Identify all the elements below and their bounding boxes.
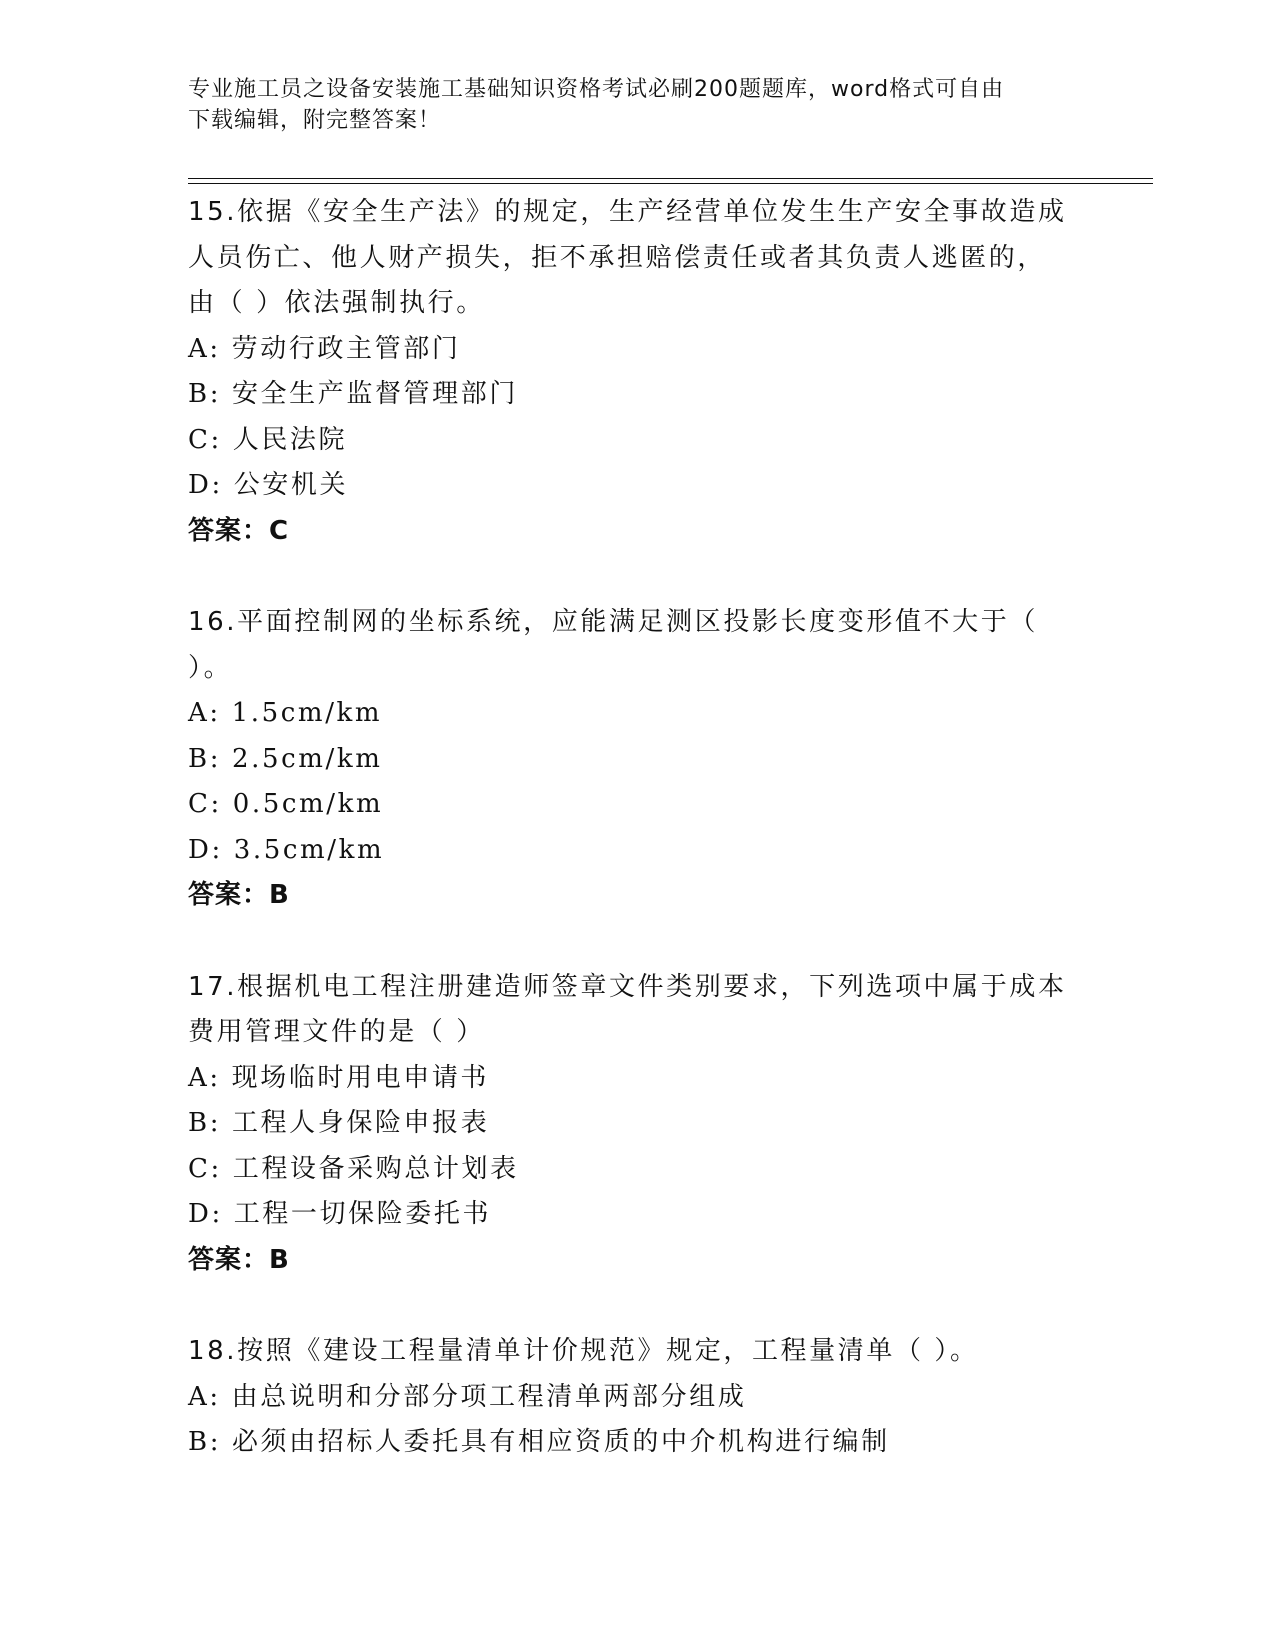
option-text: 2.5cm/km xyxy=(231,743,383,774)
option-letter: C: xyxy=(188,1153,222,1184)
answer-line: 答案：C xyxy=(188,515,290,546)
question-18 xyxy=(188,1329,1088,1466)
header-divider-bottom xyxy=(188,183,1153,184)
option-letter: C: xyxy=(188,789,222,819)
option-d xyxy=(188,463,1088,509)
option-text: 工程设备采购总计划表 xyxy=(232,1153,519,1184)
option-text: 工程人身保险申报表 xyxy=(231,1108,490,1138)
option-text: 0.5cm/km xyxy=(232,789,384,819)
option-letter: B: xyxy=(188,1108,222,1138)
option-text: 劳动行政主管部门 xyxy=(231,333,461,364)
option-b xyxy=(188,372,1088,418)
question-text-line: 15.依据《安全生产法》的规定，生产经营单位发生生产安全事故造成 xyxy=(188,197,1067,227)
option-b xyxy=(188,1101,1088,1147)
option-letter: C: xyxy=(188,424,222,455)
option-letter: A: xyxy=(188,1381,221,1412)
option-text: 工程一切保险委托书 xyxy=(233,1199,492,1229)
question-17 xyxy=(188,965,1088,1284)
option-a xyxy=(188,691,1088,737)
option-text: 公安机关 xyxy=(233,470,349,500)
option-text: 由总说明和分部分项工程清单两部分组成 xyxy=(231,1381,747,1412)
option-text: 3.5cm/km xyxy=(233,834,385,865)
question-text-line: 18.按照《建设工程量清单计价规范》规定，工程量清单（ ）。 xyxy=(188,1336,979,1366)
option-letter: D: xyxy=(188,1199,223,1229)
option-letter: D: xyxy=(188,834,223,865)
header-line: 专业施工员之设备安装施工基础知识资格考试必刷200题题库，word格式可自由 xyxy=(188,77,1005,102)
question-15 xyxy=(188,190,1088,554)
answer-line: 答案：B xyxy=(188,880,290,910)
option-a xyxy=(188,1375,1088,1421)
header-divider-top xyxy=(188,178,1153,179)
option-text: 必须由招标人委托具有相应资质的中介机构进行编制 xyxy=(231,1427,890,1457)
option-c xyxy=(188,418,1088,464)
header-line: 下载编辑，附完整答案！ xyxy=(188,108,442,133)
option-letter: D: xyxy=(188,470,223,500)
question-text-line: 17.根据机电工程注册建造师签章文件类别要求，下列选项中属于成本 xyxy=(188,971,1067,1002)
option-text: 安全生产监督管理部门 xyxy=(231,379,518,409)
option-letter: B: xyxy=(188,743,222,774)
option-text: 1.5cm/km xyxy=(231,698,383,728)
option-letter: A: xyxy=(188,333,221,364)
answer-line: 答案：B xyxy=(188,1244,290,1275)
option-d xyxy=(188,828,1088,874)
question-16 xyxy=(188,600,1088,919)
document-header xyxy=(188,74,1068,136)
question-text-line: ）。 xyxy=(188,652,233,683)
option-b xyxy=(188,1420,1088,1466)
question-text-line: 16.平面控制网的坐标系统，应能满足测区投影长度变形值不大于（ xyxy=(188,607,1038,637)
option-text: 现场临时用电申请书 xyxy=(231,1062,490,1093)
option-c xyxy=(188,782,1088,828)
option-a xyxy=(188,1056,1088,1102)
option-c xyxy=(188,1147,1088,1193)
option-letter: A: xyxy=(188,1062,221,1093)
option-letter: B: xyxy=(188,1427,222,1457)
option-letter: A: xyxy=(188,698,221,728)
option-b xyxy=(188,737,1088,783)
question-text-line: 由（ ）依法强制执行。 xyxy=(188,288,485,318)
option-text: 人民法院 xyxy=(232,424,348,455)
option-a xyxy=(188,327,1088,373)
question-text-line: 人员伤亡、他人财产损失，拒不承担赔偿责任或者其负责人逃匿的， xyxy=(188,242,1047,273)
option-d xyxy=(188,1192,1088,1238)
option-letter: B: xyxy=(188,379,222,409)
question-text-line: 费用管理文件的是（ ） xyxy=(188,1017,485,1047)
question-list xyxy=(188,190,1088,1512)
